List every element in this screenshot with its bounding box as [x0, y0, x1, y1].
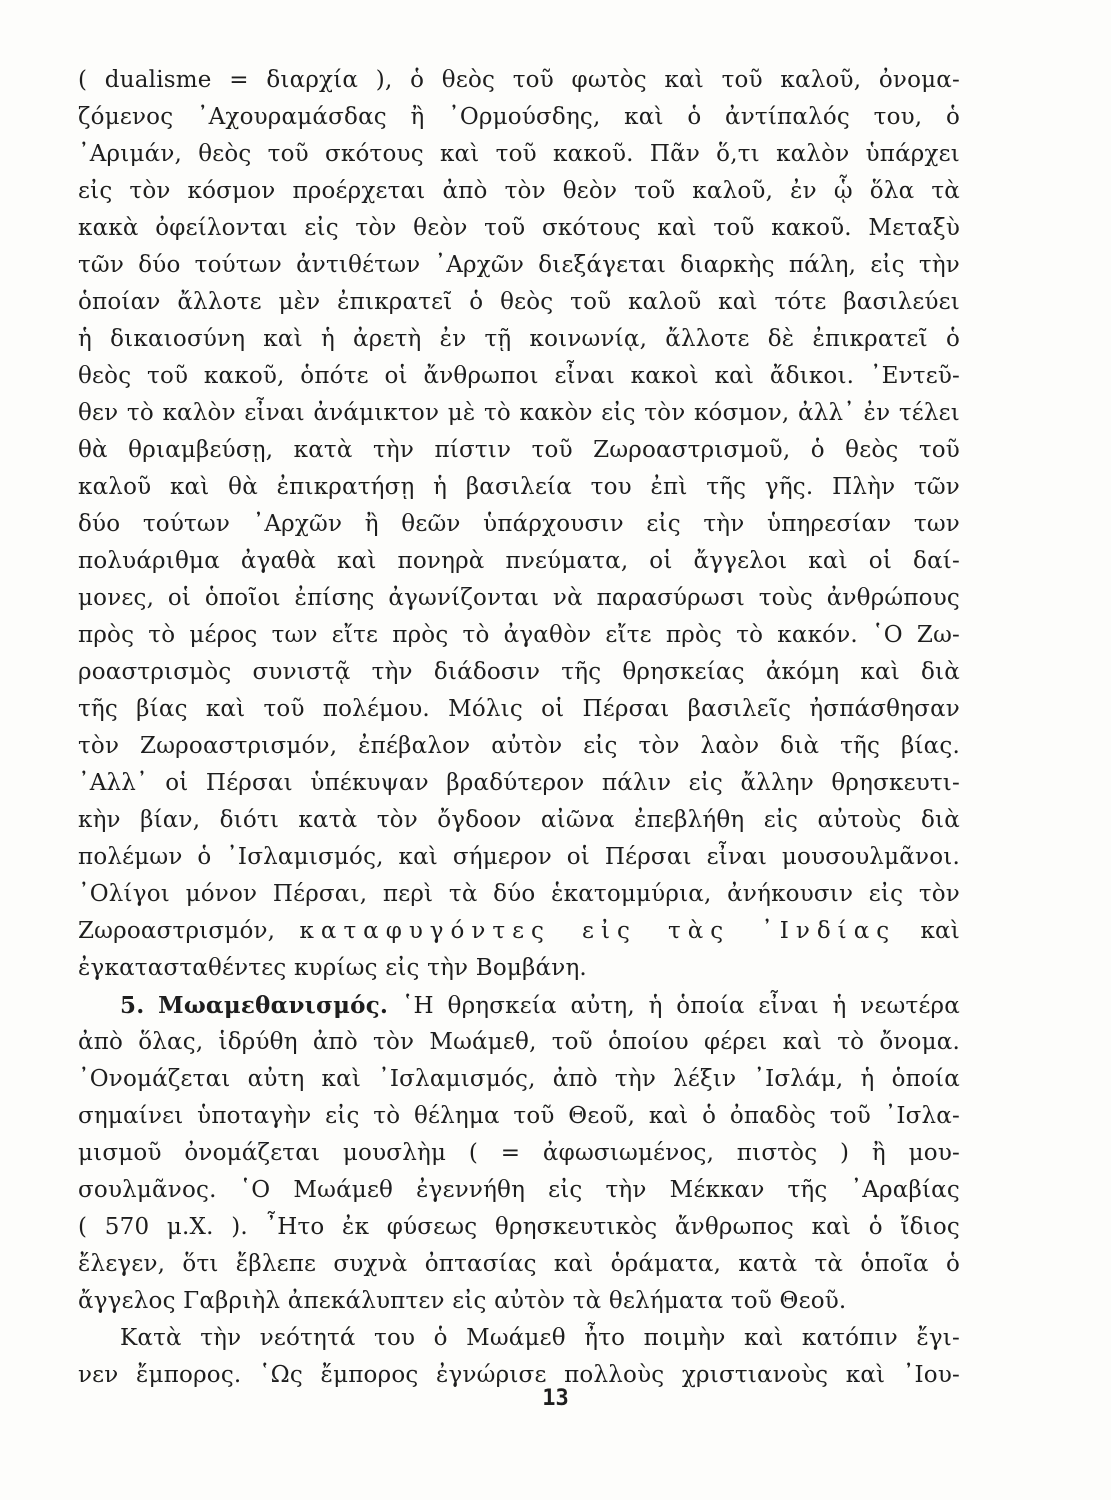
paragraph-end-line: ἐγκατασταθέντες κυρίως εἰς τὴν Βομβάνη. — [78, 955, 587, 981]
paragraph-end-line: ἄγγελος Γαβριὴλ ἀπεκάλυπτεν εἰς αὐτὸν τὰ θελήματα τοῦ Θεοῦ. — [78, 1288, 847, 1314]
text-segment: καὶ — [920, 918, 960, 944]
text-line: θὰ θριαμβεύσῃ, κατὰ τὴν πίστιν τοῦ Ζωροαστρισμοῦ, ὁ θεὸς τοῦ — [78, 437, 960, 463]
text-line: καλοῦ καὶ θὰ ἐπικρατήσῃ ἡ βασιλεία του ἐπὶ τῆς γῆς. Πλὴν τῶν — [78, 474, 960, 500]
text-line: κακὰ ὀφείλονται εἰς τὸν θεὸν τοῦ σκότους καὶ τοῦ κακοῦ. Μεταξὺ — [78, 215, 960, 241]
text-line: ὁποίαν ἄλλοτε μὲν ἐπικρατεῖ ὁ θεὸς τοῦ καλοῦ καὶ τότε βασιλεύει — [78, 289, 960, 315]
text-line: σουλμᾶνος. ῾Ο Μωάμεθ ἐγεννήθη εἰς τὴν Μέκκαν τῆς ᾿Αραβίας — [78, 1177, 960, 1203]
section-number: 5. — [120, 992, 145, 1019]
section-title: Μωαμεθανισμός. — [158, 992, 389, 1019]
text-line: πρὸς τὸ μέρος των εἴτε πρὸς τὸ ἀγαθὸν εἴτε πρὸς τὸ κακόν. ῾Ο Ζω- — [78, 622, 960, 648]
text-line: ᾿Ονομάζεται αὐτη καὶ ᾿Ισλαμισμός, ἀπὸ τὴν λέξιν ᾿Ισλάμ, ἡ ὁποία — [78, 1066, 960, 1092]
text-line: ἔλεγεν, ὅτι ἔβλεπε συχνὰ ὀπτασίας καὶ ὁράματα, κατὰ τὰ ὁποῖα ὁ — [78, 1251, 960, 1277]
text-line: ᾿Αλλ᾿ οἱ Πέρσαι ὑπέκυψαν βραδύτερον πάλιν εἰς ἄλλην θρησκευτι- — [78, 770, 960, 796]
text-line: εἰς τὸν κόσμον προέρχεται ἀπὸ τὸν θεὸν τοῦ καλοῦ, ἐν ᾧ ὅλα τὰ — [78, 178, 960, 204]
text-line: τὸν Ζωροαστρισμόν, ἐπέβαλον αὐτὸν εἰς τὸν λαὸν διὰ τῆς βίας. — [78, 733, 960, 759]
text-line: σημαίνει ὑποταγὴν εἰς τὸ θέλημα τοῦ Θεοῦ, καὶ ὁ ὀπαδὸς τοῦ ᾿Ισλα- — [78, 1103, 960, 1129]
body-text — [78, 62, 960, 1394]
text-line: θεν τὸ καλὸν εἶναι ἀνάμικτον μὲ τὸ κακὸν εἰς τὸν κόσμον, ἀλλ᾿ ἐν τέλει — [78, 400, 960, 426]
paragraph-first-line: Κατὰ τὴν νεότητά του ὁ Μωάμεθ ἦτο ποιμὴν καὶ κατόπιν ἔγι- — [120, 1325, 960, 1351]
text-line: πολέμων ὁ ᾿Ισλαμισμός, καὶ σήμερον οἱ Πέρσαι εἶναι μουσουλμᾶνοι. — [78, 844, 960, 870]
page-number: 13 — [542, 1386, 569, 1411]
text-line: ροαστρισμὸς συνιστᾷ τὴν διάδοσιν τῆς θρησκείας ἀκόμη καὶ διὰ — [78, 659, 960, 685]
text-line: ἀπὸ ὅλας, ἱδρύθη ἀπὸ τὸν Μωάμεθ, τοῦ ὁποίου φέρει καὶ τὸ ὄνομα. — [78, 1029, 960, 1055]
spaced-emphasis-text: καταφυγόντες εἰς τὰς ᾿Ινδίας — [299, 918, 897, 944]
text-line: ᾿Ολίγοι μόνον Πέρσαι, περὶ τὰ δύο ἑκατομμύρια, ἀνήκουσιν εἰς τὸν — [78, 881, 960, 907]
text-line: ( 570 μ.Χ. ). ῏Ητο ἐκ φύσεως θρησκευτικὸς ἄνθρωπος καὶ ὁ ἴδιος — [78, 1214, 960, 1240]
text-line: μισμοῦ ὀνομάζεται μουσλὴμ ( = ἀφωσιωμένος, πιστὸς ) ἢ μου- — [78, 1140, 960, 1166]
text-line: δύο τούτων ᾿Αρχῶν ἢ θεῶν ὑπάρχουσιν εἰς τὴν ὑπηρεσίαν των — [78, 511, 960, 537]
text-line: τῆς βίας καὶ τοῦ πολέμου. Μόλις οἱ Πέρσαι βασιλεῖς ἠσπάσθησαν — [78, 696, 960, 722]
text-line: ᾿Αριμάν, θεὸς τοῦ σκότους καὶ τοῦ κακοῦ. Πᾶν ὅ,τι καλὸν ὑπάρχει — [78, 141, 960, 167]
text-segment: Ζωροαστρισμόν, — [78, 918, 276, 944]
text-line: τῶν δύο τούτων ἀντιθέτων ᾿Αρχῶν διεξάγεται διαρκὴς πάλη, εἰς τὴν — [78, 252, 960, 278]
section-heading-line — [78, 987, 960, 1024]
text-line: νεν ἔμπορος. ῾Ως ἔμπορος ἐγνώρισε πολλοὺς χριστιανοὺς καὶ ᾿Ιου- — [78, 1362, 960, 1388]
text-line: ζόμενος ᾿Αχουραμάσδας ἢ ᾿Ορμούσδης, καὶ ὁ ἀντίπαλός του, ὁ — [78, 104, 960, 130]
text-line: ἡ δικαιοσύνη καὶ ἡ ἀρετὴ ἐν τῇ κοινωνίᾳ, ἄλλοτε δὲ ἐπικρατεῖ ὁ — [78, 326, 960, 352]
text-line-spaced — [78, 913, 960, 950]
text-segment: ῾Η θρησκεία αὐτη, ἡ ὁποία εἶναι ἡ νεωτέρα — [401, 993, 961, 1019]
text-line: πολυάριθμα ἀγαθὰ καὶ πονηρὰ πνεύματα, οἱ ἄγγελοι καὶ οἱ δαί- — [78, 548, 960, 574]
text-line: θεὸς τοῦ κακοῦ, ὁπότε οἱ ἄνθρωποι εἶναι κακοὶ καὶ ἄδικοι. ᾿Εντεῦ- — [78, 363, 960, 389]
text-line: μονες, οἱ ὁποῖοι ἐπίσης ἀγωνίζονται νὰ παρασύρωσι τοὺς ἀνθρώπους — [78, 585, 960, 611]
text-line: ( dualisme = διαρχία ), ὁ θεὸς τοῦ φωτὸς καὶ τοῦ καλοῦ, ὀνομα- — [78, 67, 960, 93]
text-line: κὴν βίαν, διότι κατὰ τὸν ὄγδοον αἰῶνα ἐπεβλήθη εἰς αὐτοὺς διὰ — [78, 807, 960, 833]
